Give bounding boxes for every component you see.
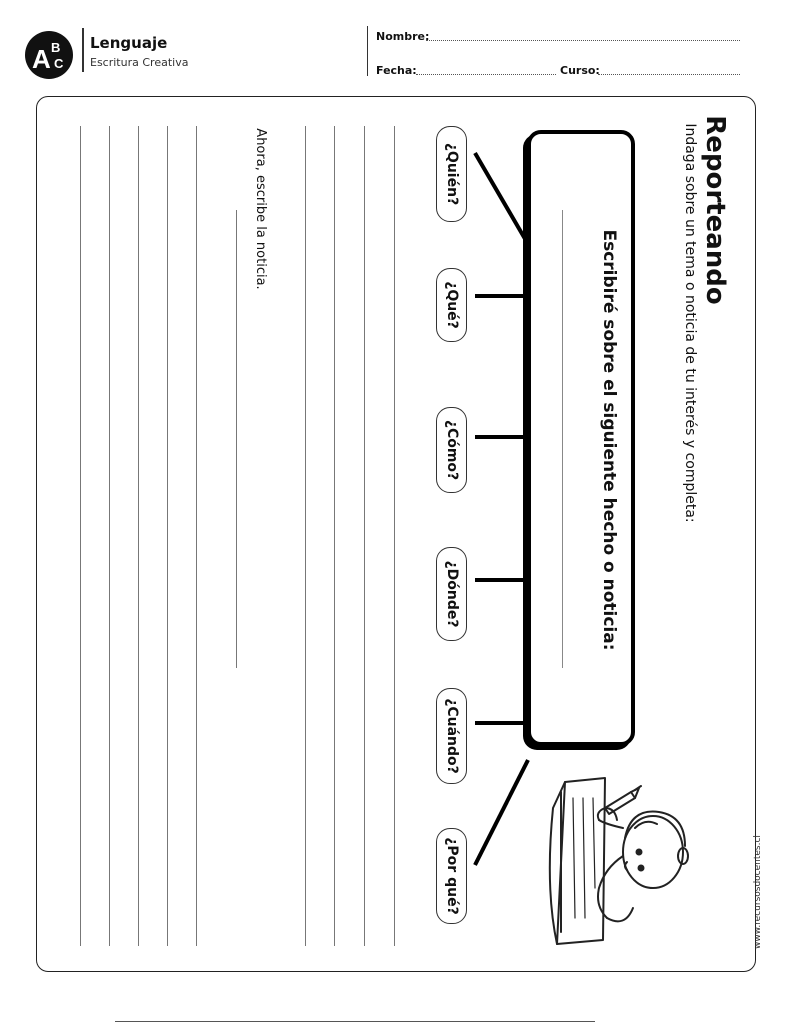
question-how-label: ¿Cómo? — [443, 419, 460, 481]
watermark: www.recursosdocentes.cl — [753, 835, 763, 949]
question-answer-line[interactable] — [305, 126, 306, 946]
question-answer-line[interactable] — [334, 126, 335, 946]
news-writing-line[interactable] — [80, 126, 81, 946]
question-answer-line[interactable] — [364, 126, 365, 946]
news-writing-line[interactable] — [109, 126, 110, 946]
news-title-line[interactable] — [236, 210, 237, 668]
question-why-label: ¿Por qué? — [443, 837, 460, 915]
question-what — [436, 268, 467, 342]
news-writing-line[interactable] — [196, 126, 197, 946]
logo-letter-b: B — [51, 40, 61, 55]
logo-letter-a: A — [32, 44, 51, 74]
question-when — [436, 688, 467, 784]
question-answer-line[interactable] — [394, 126, 395, 946]
name-label: Nombre: — [376, 30, 430, 43]
date-label: Fecha: — [376, 64, 417, 77]
question-where-label: ¿Dónde? — [443, 560, 460, 628]
logo-letter-c: C — [54, 56, 64, 71]
question-what-label: ¿Qué? — [443, 281, 460, 329]
unit-subtitle: Escritura Creativa — [90, 56, 189, 69]
question-why — [436, 828, 467, 924]
instruction-text: Indaga sobre un tema o noticia de tu interés y completa: — [682, 123, 698, 523]
question-who — [436, 126, 467, 222]
write-prompt: Ahora, escribe la noticia. — [253, 128, 268, 290]
news-writing-line[interactable] — [167, 126, 168, 946]
child-writing-illustration — [535, 768, 715, 948]
footer-line — [115, 1021, 595, 1022]
question-when-label: ¿Cuándo? — [443, 698, 460, 774]
news-writing-line[interactable] — [138, 126, 139, 946]
question-where — [436, 547, 467, 641]
question-how — [436, 407, 467, 493]
subject-title: Lenguaje — [90, 34, 168, 52]
question-who-label: ¿Quién? — [443, 142, 460, 206]
course-label: Curso: — [560, 64, 600, 77]
worksheet-title: Reporteando — [700, 115, 730, 305]
topic-prompt: Escribiré sobre el siguiente hecho o noticia: — [599, 229, 619, 651]
